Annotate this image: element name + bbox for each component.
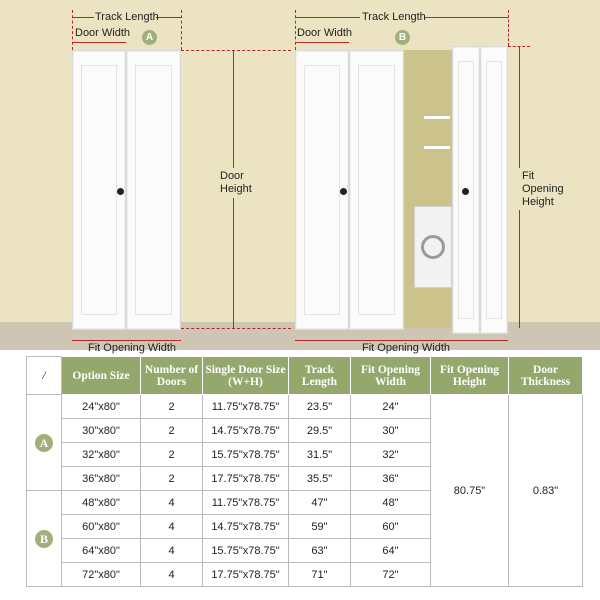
table-header-row <box>27 357 583 395</box>
fit-opening-width-cell: 36" <box>351 467 431 491</box>
fit-opening-height-arrow-line <box>519 210 520 328</box>
number-of-doors-cell: 4 <box>141 539 203 563</box>
track-length-arrow-line <box>295 17 360 18</box>
door-knob <box>340 188 347 195</box>
group-a-cell <box>27 395 62 491</box>
header-fit-opening-height: Fit Opening Height <box>431 357 509 395</box>
track-length-cell: 71" <box>289 563 351 587</box>
track-length-extension-line <box>508 10 509 46</box>
badge-b: B <box>395 30 410 45</box>
option-size-cell: 60"x80" <box>62 515 141 539</box>
number-of-doors-cell: 2 <box>141 395 203 419</box>
single-door-size-cell: 15.75"x78.75" <box>203 443 289 467</box>
track-length-arrow-line <box>72 17 94 18</box>
single-door-size-cell: 14.75"x78.75" <box>203 515 289 539</box>
number-of-doors-cell: 2 <box>141 443 203 467</box>
single-door-size-cell: 11.75"x78.75" <box>203 395 289 419</box>
fit-opening-width-cell: 24" <box>351 395 431 419</box>
number-of-doors-cell: 4 <box>141 515 203 539</box>
size-spec-table <box>26 356 583 587</box>
track-length-extension-line <box>181 10 182 50</box>
fit-opening-width-cell: 64" <box>351 539 431 563</box>
number-of-doors-cell: 4 <box>141 563 203 587</box>
door-width-label-b: Door Width <box>297 27 353 39</box>
door-width-arrow-line <box>72 42 126 43</box>
track-length-cell: 29.5" <box>289 419 351 443</box>
fit-opening-width-arrow-line-b <box>295 340 508 341</box>
door-height-arrow-line <box>233 198 234 328</box>
door-height-arrow-line <box>233 50 234 168</box>
track-length-extension-line <box>72 10 73 50</box>
fit-opening-height-label: Fit Opening Height <box>522 170 564 208</box>
header-fit-opening-width: Fit Opening Width <box>351 357 431 395</box>
fit-opening-width-label-a: Fit Opening Width <box>88 342 177 354</box>
door-knob <box>462 188 469 195</box>
header-option-size: Option Size <box>62 357 141 395</box>
laundry-shelf <box>424 116 450 119</box>
fit-opening-width-cell: 48" <box>351 491 431 515</box>
single-door-size-cell: 14.75"x78.75" <box>203 419 289 443</box>
door-bottom-guide-line <box>181 328 291 329</box>
door-width-arrow-line <box>295 42 349 43</box>
fit-opening-height-cell: 80.75" <box>431 395 509 587</box>
fit-opening-width-label-b: Fit Opening Width <box>362 342 451 354</box>
fit-opening-width-arrow-line-a <box>72 340 181 341</box>
track-length-label-b: Track Length <box>362 11 426 23</box>
single-door-size-cell: 11.75"x78.75" <box>203 491 289 515</box>
washer-drum <box>421 235 445 259</box>
track-length-cell: 31.5" <box>289 443 351 467</box>
number-of-doors-cell: 2 <box>141 419 203 443</box>
single-door-size-cell: 17.75"x78.75" <box>203 563 289 587</box>
fit-opening-width-cell: 60" <box>351 515 431 539</box>
door-knob <box>117 188 124 195</box>
table-row <box>27 395 583 419</box>
door-b-panel-2 <box>349 50 404 330</box>
single-door-size-cell: 17.75"x78.75" <box>203 467 289 491</box>
header-track-length: Track Length <box>289 357 351 395</box>
badge-a: A <box>142 30 157 45</box>
fit-opening-height-arrow-line <box>519 46 520 168</box>
track-length-cell: 23.5" <box>289 395 351 419</box>
number-of-doors-cell: 4 <box>141 491 203 515</box>
door-b-panel-4-folded <box>480 46 508 334</box>
track-length-cell: 63" <box>289 539 351 563</box>
track-length-cell: 59" <box>289 515 351 539</box>
door-a-right-panel <box>126 50 181 330</box>
header-number-of-doors: Number of Doors <box>141 357 203 395</box>
group-a-badge: A <box>35 434 53 452</box>
option-size-cell: 48"x80" <box>62 491 141 515</box>
track-length-extension-line <box>295 10 296 50</box>
fit-opening-width-cell: 32" <box>351 443 431 467</box>
option-size-cell: 24"x80" <box>62 395 141 419</box>
fit-opening-width-cell: 30" <box>351 419 431 443</box>
group-b-cell <box>27 491 62 587</box>
washing-machine <box>414 206 452 288</box>
number-of-doors-cell: 2 <box>141 467 203 491</box>
header-corner: / <box>27 357 62 395</box>
fit-opening-width-cell: 72" <box>351 563 431 587</box>
option-size-cell: 32"x80" <box>62 443 141 467</box>
track-length-cell: 35.5" <box>289 467 351 491</box>
door-height-label: Door Height <box>220 170 252 195</box>
single-door-size-cell: 15.75"x78.75" <box>203 539 289 563</box>
door-thickness-cell: 0.83" <box>509 395 583 587</box>
option-size-cell: 64"x80" <box>62 539 141 563</box>
header-door-thickness: Door Thickness <box>509 357 583 395</box>
option-size-cell: 36"x80" <box>62 467 141 491</box>
door-top-guide-line <box>181 50 291 51</box>
laundry-shelf <box>424 146 450 149</box>
group-b-badge: B <box>35 530 53 548</box>
track-length-label-a: Track Length <box>95 11 159 23</box>
track-length-cell: 47" <box>289 491 351 515</box>
track-length-arrow-line <box>425 17 508 18</box>
header-single-door-size: Single Door Size (W+H) <box>203 357 289 395</box>
option-size-cell: 30"x80" <box>62 419 141 443</box>
option-size-cell: 72"x80" <box>62 563 141 587</box>
door-width-label-a: Door Width <box>75 27 131 39</box>
track-length-arrow-line <box>156 17 181 18</box>
